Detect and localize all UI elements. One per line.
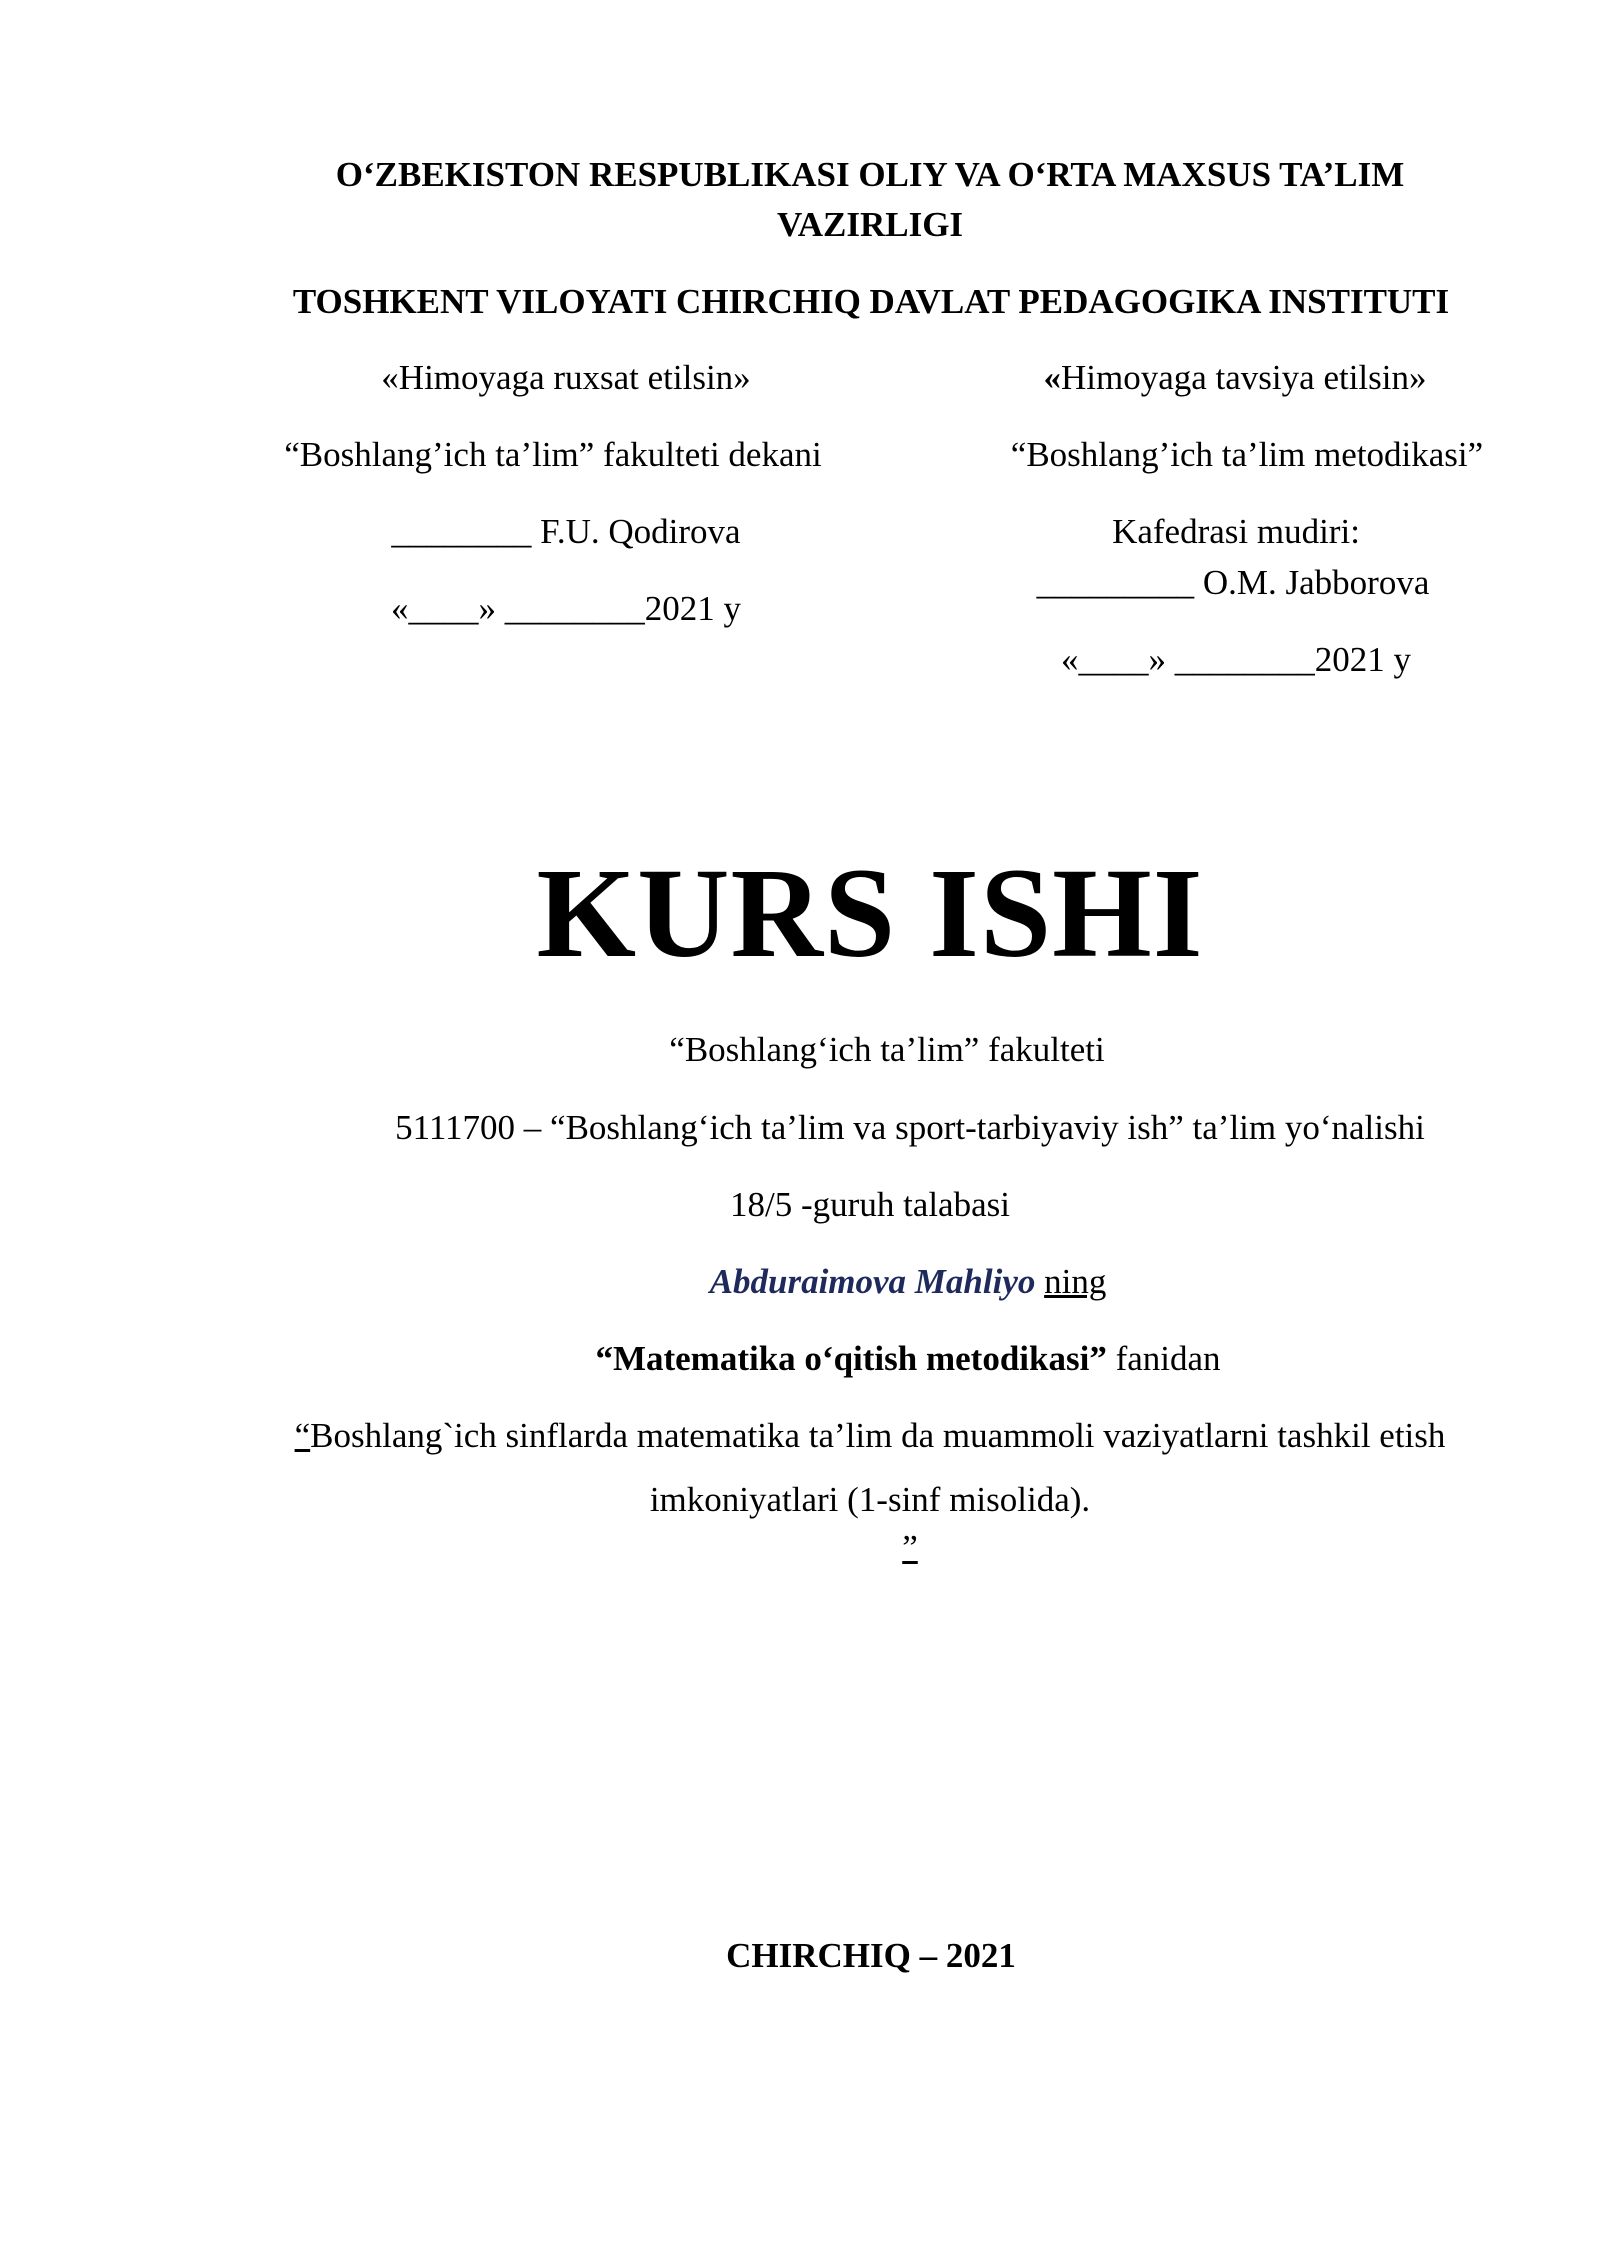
- document-title: KURS ISHI: [536, 842, 1204, 984]
- approval-right-open-quote: «: [1043, 358, 1062, 397]
- subject-suffix: fanidan: [1115, 1339, 1221, 1378]
- institute-title: TOSHKENT VILOYATI CHIRCHIQ DAVLAT PEDAGOGIKA INSTITUTI: [292, 282, 1450, 321]
- approval-right-department: “Boshlang’ich ta’lim metodikasi”: [1010, 435, 1484, 474]
- topic-open-quote: “: [294, 1416, 311, 1455]
- city-year: CHIRCHIQ – 2021: [726, 1936, 1016, 1975]
- topic-close-quote: ”: [902, 1528, 918, 1567]
- approval-left-line1: «Himoyaga ruxsat etilsin»: [381, 358, 751, 397]
- ministry-title: [336, 150, 1404, 250]
- approval-left-dean: “Boshlang’ich ta’lim” fakulteti dekani: [284, 435, 822, 474]
- topic-line2: imkoniyatlari (1-sinf misolida).: [649, 1480, 1091, 1519]
- subject-name: “Matematika o‘qitish metodikasi”: [595, 1339, 1107, 1378]
- approval-right-line1: [1044, 358, 1427, 398]
- topic-line1-text: Boshlang`ich sinflarda matematika ta’lim da muammoli vaziyatlarni tashkil etish: [310, 1416, 1446, 1455]
- student-line: [710, 1262, 1107, 1302]
- direction-line: 5111700 – “Boshlang‘ich ta’lim va sport-tarbiyaviy ish” ta’lim yo‘nalishi: [395, 1108, 1425, 1147]
- approval-right-date: «____» ________2021 y: [1061, 640, 1411, 679]
- student-suffix: ning: [1044, 1262, 1107, 1301]
- faculty-line: “Boshlang‘ich ta’lim” fakulteti: [669, 1030, 1105, 1069]
- group-line: 18/5 -guruh talabasi: [730, 1185, 1010, 1224]
- student-name: Abduraimova Mahliyo: [709, 1262, 1036, 1301]
- subject-line: [595, 1339, 1220, 1379]
- ministry-title-line2: VAZIRLIGI: [776, 205, 964, 244]
- approval-right-head-label: Kafedrasi mudiri:: [1112, 512, 1360, 551]
- ministry-title-line1: O‘ZBEKISTON RESPUBLIKASI OLIY VA O‘RTA MAXSUS TA’LIM: [335, 155, 1405, 194]
- topic-line1: [295, 1416, 1446, 1456]
- approval-right-signature: _________ O.M. Jabborova: [1036, 563, 1430, 602]
- approval-left-date: «____» ________2021 y: [391, 589, 741, 628]
- approval-left-signature: ________ F.U. Qodirova: [391, 512, 741, 551]
- approval-right-line1-text: Himoyaga tavsiya etilsin»: [1061, 358, 1427, 397]
